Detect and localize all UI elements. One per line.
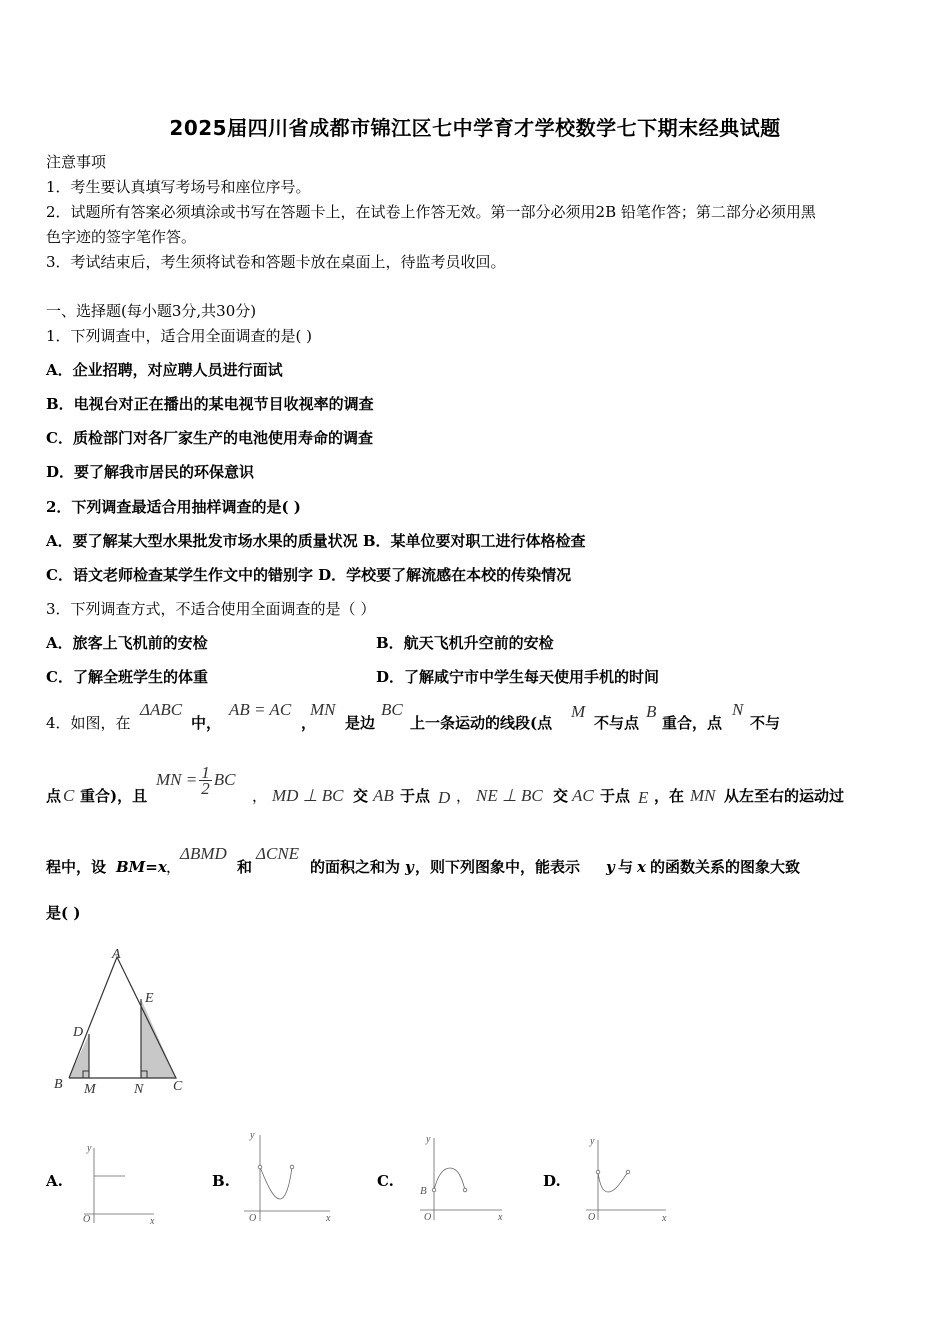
label-b: B [54,1077,63,1092]
q2-options-ab: A．要了解某大型水果批发市场水果的质量状况 B．某单位要对职工进行体格检查 [46,532,586,550]
q4-text: ，则下列图象中，能表示 [415,858,581,876]
q4-text: 是( ) [46,904,81,922]
q4-text: 于点 [400,787,431,805]
notice-item-1: 1．考生要认真填写考场号和座位序号。 [46,178,311,196]
label-c: C [173,1079,183,1094]
q4-graph-a [78,1138,163,1230]
q4-text: 和 [237,858,253,876]
q1-stem: 1．下列调查中，适合用全面调查的是( ) [46,327,313,345]
notice-item-3: 3．考试结束后，考生须将试卷和答题卡放在桌面上，待监考员收回。 [46,253,506,271]
label-a: A [112,947,121,962]
q4-graph-d [580,1132,675,1230]
q4-text: 重合)，且 [80,787,148,805]
q4-var-y: y [606,858,615,876]
graph-d-open-point-left [596,1170,600,1174]
q4-text: 从左至右的运动过 [724,787,845,805]
origin-label: O [83,1214,91,1225]
q2-stem: 2．下列调查最适合用抽样调查的是( ) [46,498,301,516]
graph-c-curve [434,1168,465,1190]
q4-var-x: x [637,858,646,876]
label-m: M [84,1082,96,1097]
q4-option-b-label: B. [212,1172,230,1190]
notice-heading: 注意事项 [46,153,107,171]
q4-text: 的面积之和为 [310,858,401,876]
notice-item-2-cont: 色字迹的签字笔作答。 [46,228,197,246]
notice-item-2: 2．试题所有答案必须填涂或书写在答题卡上，在试卷上作答无效。第一部分必须用2B 铅笔作答；第二部分必须用黑 [46,203,816,221]
graph-b-open-point-right [290,1165,294,1169]
label-e: E [145,991,154,1006]
q4-math-e: E [638,788,649,807]
q4-text: 中， [191,714,222,732]
q4-text: ， [301,714,317,732]
q4-math-triangle-abc: ΔABC [140,700,183,719]
q4-math-bc: BC [213,770,236,789]
q1-option-a: A．企业招聘，对应聘人员进行面试 [46,361,283,379]
x-label: x [662,1213,667,1224]
q4-math-d: D [438,788,451,807]
q4-fraction-numerator: 1 [201,762,210,782]
q4-math-c: C [63,786,75,805]
q4-math-mn: MN [310,700,336,719]
q4-triangle-figure [50,944,195,1099]
label-d: D [73,1025,84,1040]
q4-text: 重合，点 [662,714,723,732]
q4-math-n: N [732,700,744,719]
q3-option-a: A．旅客上飞机前的安检 [46,634,208,652]
q4-math-m: M [571,702,586,721]
graph-d-curve [598,1172,628,1192]
origin-label: O [424,1212,432,1223]
origin-label: O [588,1212,596,1223]
q4-option-a-label: A. [46,1172,63,1190]
q4-text: 4．如图，在 [46,714,131,732]
q4-math-ac: AC [572,786,594,805]
x-label: x [326,1213,331,1224]
q4-math-mn-eq-half-bc [156,760,235,800]
origin-label: O [249,1213,257,1224]
q4-text: 不与点 [594,714,640,732]
q1-option-c: C．质检部门对各厂家生产的电池使用寿命的调查 [46,429,373,447]
q4-text: 不与 [750,714,781,732]
q4-text: ，在 [654,787,685,805]
q1-option-b: B．电视台对正在播出的某电视节目收视率的调查 [46,395,374,413]
q4-math-mn-eq: MN = [156,770,198,789]
x-label: x [150,1216,155,1227]
y-label: y [590,1136,595,1147]
q1-option-d: D．要了解我市居民的环保意识 [46,463,255,481]
q4-text: 与 [618,858,634,876]
q4-text: 点 [46,787,62,805]
q4-math-triangle-bmd: ΔBMD [180,844,227,863]
q4-text: ， [456,787,472,805]
graph-c-open-point-right [463,1188,467,1192]
q4-fraction-one-half [199,762,212,798]
y-label: y [250,1130,255,1141]
y-label: y [426,1134,431,1145]
q4-var-y: y [405,858,414,876]
q4-option-d-label: D. [543,1172,561,1190]
section-heading: 一、选择题(每小题3分,共30分) [46,302,257,320]
q3-option-d: D．了解咸宁市中学生每天使用手机的时间 [376,668,660,686]
graph-b-curve [260,1167,292,1199]
q4-math-bc: BC [381,700,403,719]
graph-d-open-point-right [626,1170,630,1174]
q4-math-mn: MN [690,786,716,805]
q3-option-c: C．了解全班学生的体重 [46,668,208,686]
q4-math-b: B [646,702,657,721]
q4-option-c-label: C. [377,1172,394,1190]
q4-var-bm-x: BM=x [116,858,167,876]
label-n: N [134,1082,144,1097]
q4-math-ne-perp-bc: NE ⊥ BC [476,786,543,805]
q4-text: 的函数关系的图象大致 [650,858,801,876]
graph-b-open-point-left [258,1165,262,1169]
q4-text: ， [166,858,182,876]
q4-text: ， [252,787,268,805]
b-label: B [420,1185,427,1197]
y-label: y [87,1143,92,1154]
q4-math-ab-eq-ac: AB = AC [229,700,292,719]
q4-text: 交 [353,787,369,805]
q4-text: 交 [553,787,569,805]
q3-option-b: B．航天飞机升空前的安检 [376,634,554,652]
q4-math-md-perp-bc: MD ⊥ BC [272,786,344,805]
graph-c-open-point-left [432,1188,436,1192]
q2-options-cd: C．语文老师检查某学生作文中的错别字 D．学校要了解流感在本校的传染情况 [46,566,572,584]
q4-text: 是边 [345,714,376,732]
q4-math-triangle-cne: ΔCNE [256,844,300,863]
q3-stem: 3．下列调查方式，不适合使用全面调查的是（ ） [46,600,376,618]
q4-graph-b [240,1125,340,1230]
q4-fraction-denominator: 2 [201,778,210,798]
q4-graph-c [412,1130,512,1230]
q4-text: 上一条运动的线段(点 [410,714,553,732]
q4-text: 程中，设 [46,858,107,876]
q4-text: 于点 [600,787,631,805]
x-label: x [498,1212,503,1223]
q4-math-ab: AB [373,786,394,805]
page-title: 2025届四川省成都市锦江区七中学育才学校数学七下期末经典试题 [169,116,781,140]
